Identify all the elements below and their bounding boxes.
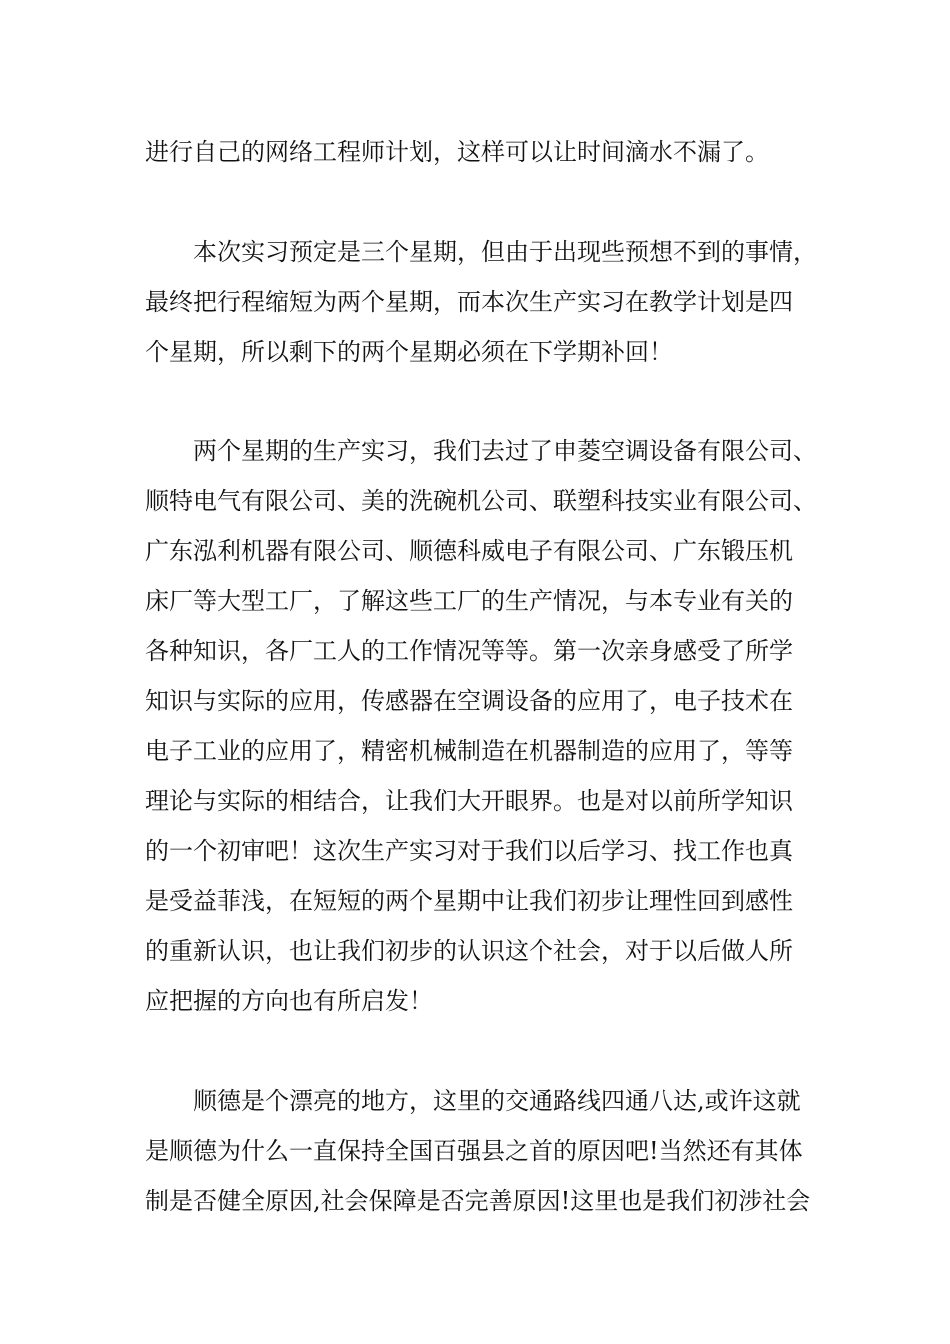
text-line: 电子工业的应用了，精密机械制造在机器制造的应用了，等等 xyxy=(145,737,793,765)
text-line: 床厂等大型工厂，了解这些工厂的生产情况，与本专业有关的 xyxy=(145,587,793,615)
text-line: 理论与实际的相结合，让我们大开眼界。也是对以前所学知识 xyxy=(145,787,793,815)
text-line: 是顺德为什么一直保持全国百强县之首的原因吧!当然还有其体 xyxy=(145,1137,803,1165)
text-line: 的一个初审吧！这次生产实习对于我们以后学习、找工作也真 xyxy=(145,837,793,865)
text-line: 是受益菲浅，在短短的两个星期中让我们初步让理性回到感性 xyxy=(145,887,793,915)
text-line: 制是否健全原因,社会保障是否完善原因!这里也是我们初涉社会 xyxy=(145,1187,811,1215)
text-line: 两个星期的生产实习，我们去过了申菱空调设备有限公司、 xyxy=(193,437,817,465)
text-line: 最终把行程缩短为两个星期，而本次生产实习在教学计划是四 xyxy=(145,288,793,316)
text-line: 广东泓利机器有限公司、顺德科威电子有限公司、广东锻压机 xyxy=(145,537,793,565)
text-line: 进行自己的网络工程师计划，这样可以让时间滴水不漏了。 xyxy=(145,138,769,166)
text-line: 知识与实际的应用，传感器在空调设备的应用了，电子技术在 xyxy=(145,687,793,715)
text-line: 顺特电气有限公司、美的洗碗机公司、联塑科技实业有限公司、 xyxy=(145,487,817,515)
text-line: 顺德是个漂亮的地方，这里的交通路线四通八达,或许这就 xyxy=(193,1087,801,1115)
text-line: 本次实习预定是三个星期，但由于出现些预想不到的事情， xyxy=(193,238,817,266)
text-line: 各种知识，各厂工人的工作情况等等。第一次亲身感受了所学 xyxy=(145,637,793,665)
text-line: 个星期，所以剩下的两个星期必须在下学期补回！ xyxy=(145,338,673,366)
text-line: 的重新认识，也让我们初步的认识这个社会，对于以后做人所 xyxy=(145,937,793,965)
text-line: 应把握的方向也有所启发！ xyxy=(145,987,433,1015)
